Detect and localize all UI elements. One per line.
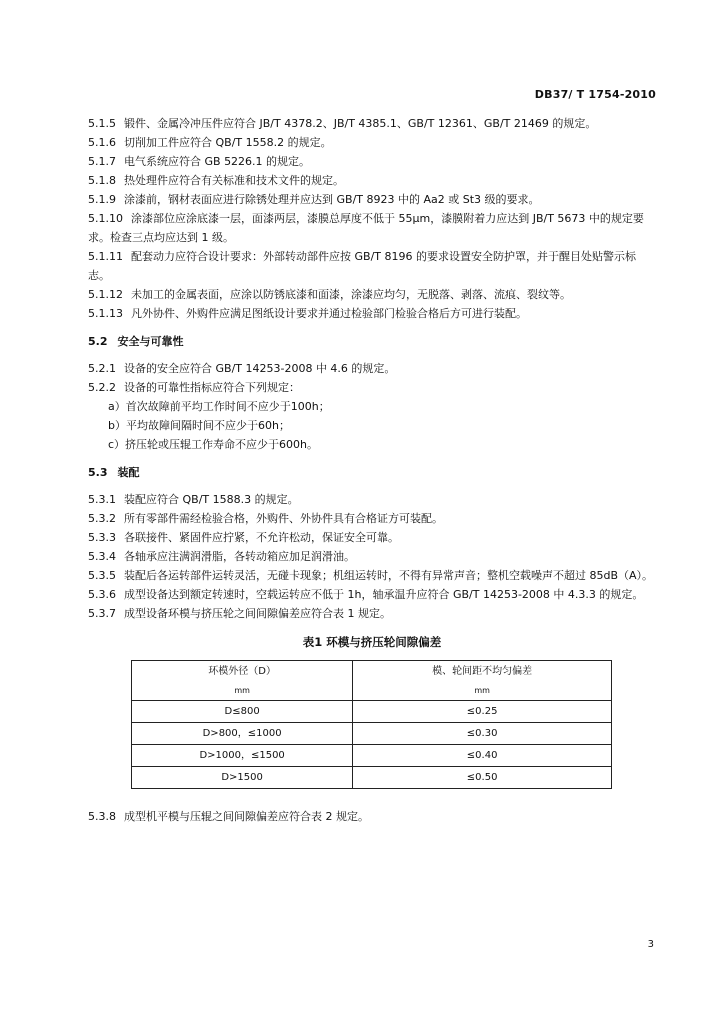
list-item: c）挤压轮或压辊工作寿命不应少于600h。 xyxy=(108,438,319,451)
list-item: b）平均故障间隔时间不应少于60h； xyxy=(108,419,290,432)
table-cell-deviation: ≤0.50 xyxy=(353,767,612,789)
table-cell-deviation: ≤0.30 xyxy=(353,723,612,745)
section-heading-5-3: 5.3 装配 xyxy=(88,466,140,479)
clause-5-3-1: 5.3.1 装配应符合 QB/T 1588.3 的规定。 xyxy=(88,493,299,506)
clause-5-1-13: 5.1.13 凡外协件、外购件应满足图纸设计要求并通过检验部门检验合格后方可进行装配。 xyxy=(88,307,527,320)
table-row xyxy=(132,701,612,723)
clause-5-2-2: 5.2.2 设备的可靠性指标应符合下列规定： xyxy=(88,381,300,394)
clause-5-1-6: 5.1.6 切削加工件应符合 QB/T 1558.2 的规定。 xyxy=(88,136,332,149)
table-cell-diameter: D≤800 xyxy=(132,701,353,723)
clause-5-2-1: 5.2.1 设备的安全应符合 GB/T 14253-2008 中 4.6 的规定。 xyxy=(88,362,396,375)
standard-code: DB37/ T 1754-2010 xyxy=(534,88,656,101)
clause-5-1-10: 5.1.10 涂漆部位应涂底漆一层，面漆两层，漆膜总厚度不低于 55μm，漆膜附着力应达到 JB/T 5673 中的规定要求。检查三点均应达到 1 级。 xyxy=(88,212,644,244)
table-cell-deviation: ≤0.40 xyxy=(353,745,612,767)
table-cell-diameter: D>800，≤1000 xyxy=(132,723,353,745)
unit-label: mm xyxy=(353,681,612,701)
clause-5-1-7: 5.1.7 电气系统应符合 GB 5226.1 的规定。 xyxy=(88,155,311,168)
clause-5-1-12: 5.1.12 未加工的金属表面，应涂以防锈底漆和面漆，涂漆应均匀，无脱落、剥落、流痕、裂纹等。 xyxy=(88,288,571,301)
clause-5-1-5: 5.1.5 锻件、金属冷冲压件应符合 JB/T 4378.2、JB/T 4385.1、GB/T 12361、GB/T 21469 的规定。 xyxy=(88,117,597,130)
clause-5-1-11: 5.1.11 配套动力应符合设计要求：外部转动部件应按 GB/T 8196 的要求设置安全防护罩，并于醒目处贴警示标志。 xyxy=(88,250,636,282)
clause-5-3-5: 5.3.5 装配后各运转部件运转灵活，无碰卡现象；机组运转时，不得有异常声音；整机空载噪声不超过 85dB（A）。 xyxy=(88,569,654,582)
clause-5-1-8: 5.1.8 热处理件应符合有关标准和技术文件的规定。 xyxy=(88,174,344,187)
table-cell-diameter: D>1500 xyxy=(132,767,353,789)
page-number: 3 xyxy=(647,939,654,950)
table-row xyxy=(132,723,612,745)
clause-5-3-3: 5.3.3 各联接件、紧固件应拧紧，不允许松动，保证安全可靠。 xyxy=(88,531,399,544)
clause-5-1-9: 5.1.9 涂漆前，钢材表面应进行除锈处理并应达到 GB/T 8923 中的 Aa2 或 St3 级的要求。 xyxy=(88,193,540,206)
column-header-deviation: 模、轮间距不均匀偏差 xyxy=(353,661,612,682)
table-row xyxy=(132,767,612,789)
table-cell-deviation: ≤0.25 xyxy=(353,701,612,723)
clause-5-3-2: 5.3.2 所有零部件需经检验合格，外购件、外协件具有合格证方可装配。 xyxy=(88,512,443,525)
clause-5-3-6: 5.3.6 成型设备达到额定转速时，空载运转应不低于 1h，轴承温升应符合 GB/T 14253-2008 中 4.3.3 的规定。 xyxy=(88,588,644,601)
clause-5-3-7: 5.3.7 成型设备环模与挤压轮之间间隙偏差应符合表 1 规定。 xyxy=(88,607,391,620)
document-body xyxy=(88,114,656,826)
table-cell-diameter: D>1000，≤1500 xyxy=(132,745,353,767)
clause-5-3-8: 5.3.8 成型机平模与压辊之间间隙偏差应符合表 2 规定。 xyxy=(88,810,369,823)
list-item: a）首次故障前平均工作时间不应少于100h； xyxy=(108,400,330,413)
clause-5-3-4: 5.3.4 各轴承应注满润滑脂，各转动箱应加足润滑油。 xyxy=(88,550,355,563)
unit-label: mm xyxy=(132,681,353,701)
column-header-diameter: 环模外径（D） xyxy=(132,661,353,682)
section-heading-5-2: 5.2 安全与可靠性 xyxy=(88,335,184,348)
table-unit-row xyxy=(132,681,612,701)
table-header-row xyxy=(132,661,612,682)
table-row xyxy=(132,745,612,767)
gap-deviation-table xyxy=(131,660,612,789)
table-caption: 表1 环模与挤压轮间隙偏差 xyxy=(302,635,442,649)
